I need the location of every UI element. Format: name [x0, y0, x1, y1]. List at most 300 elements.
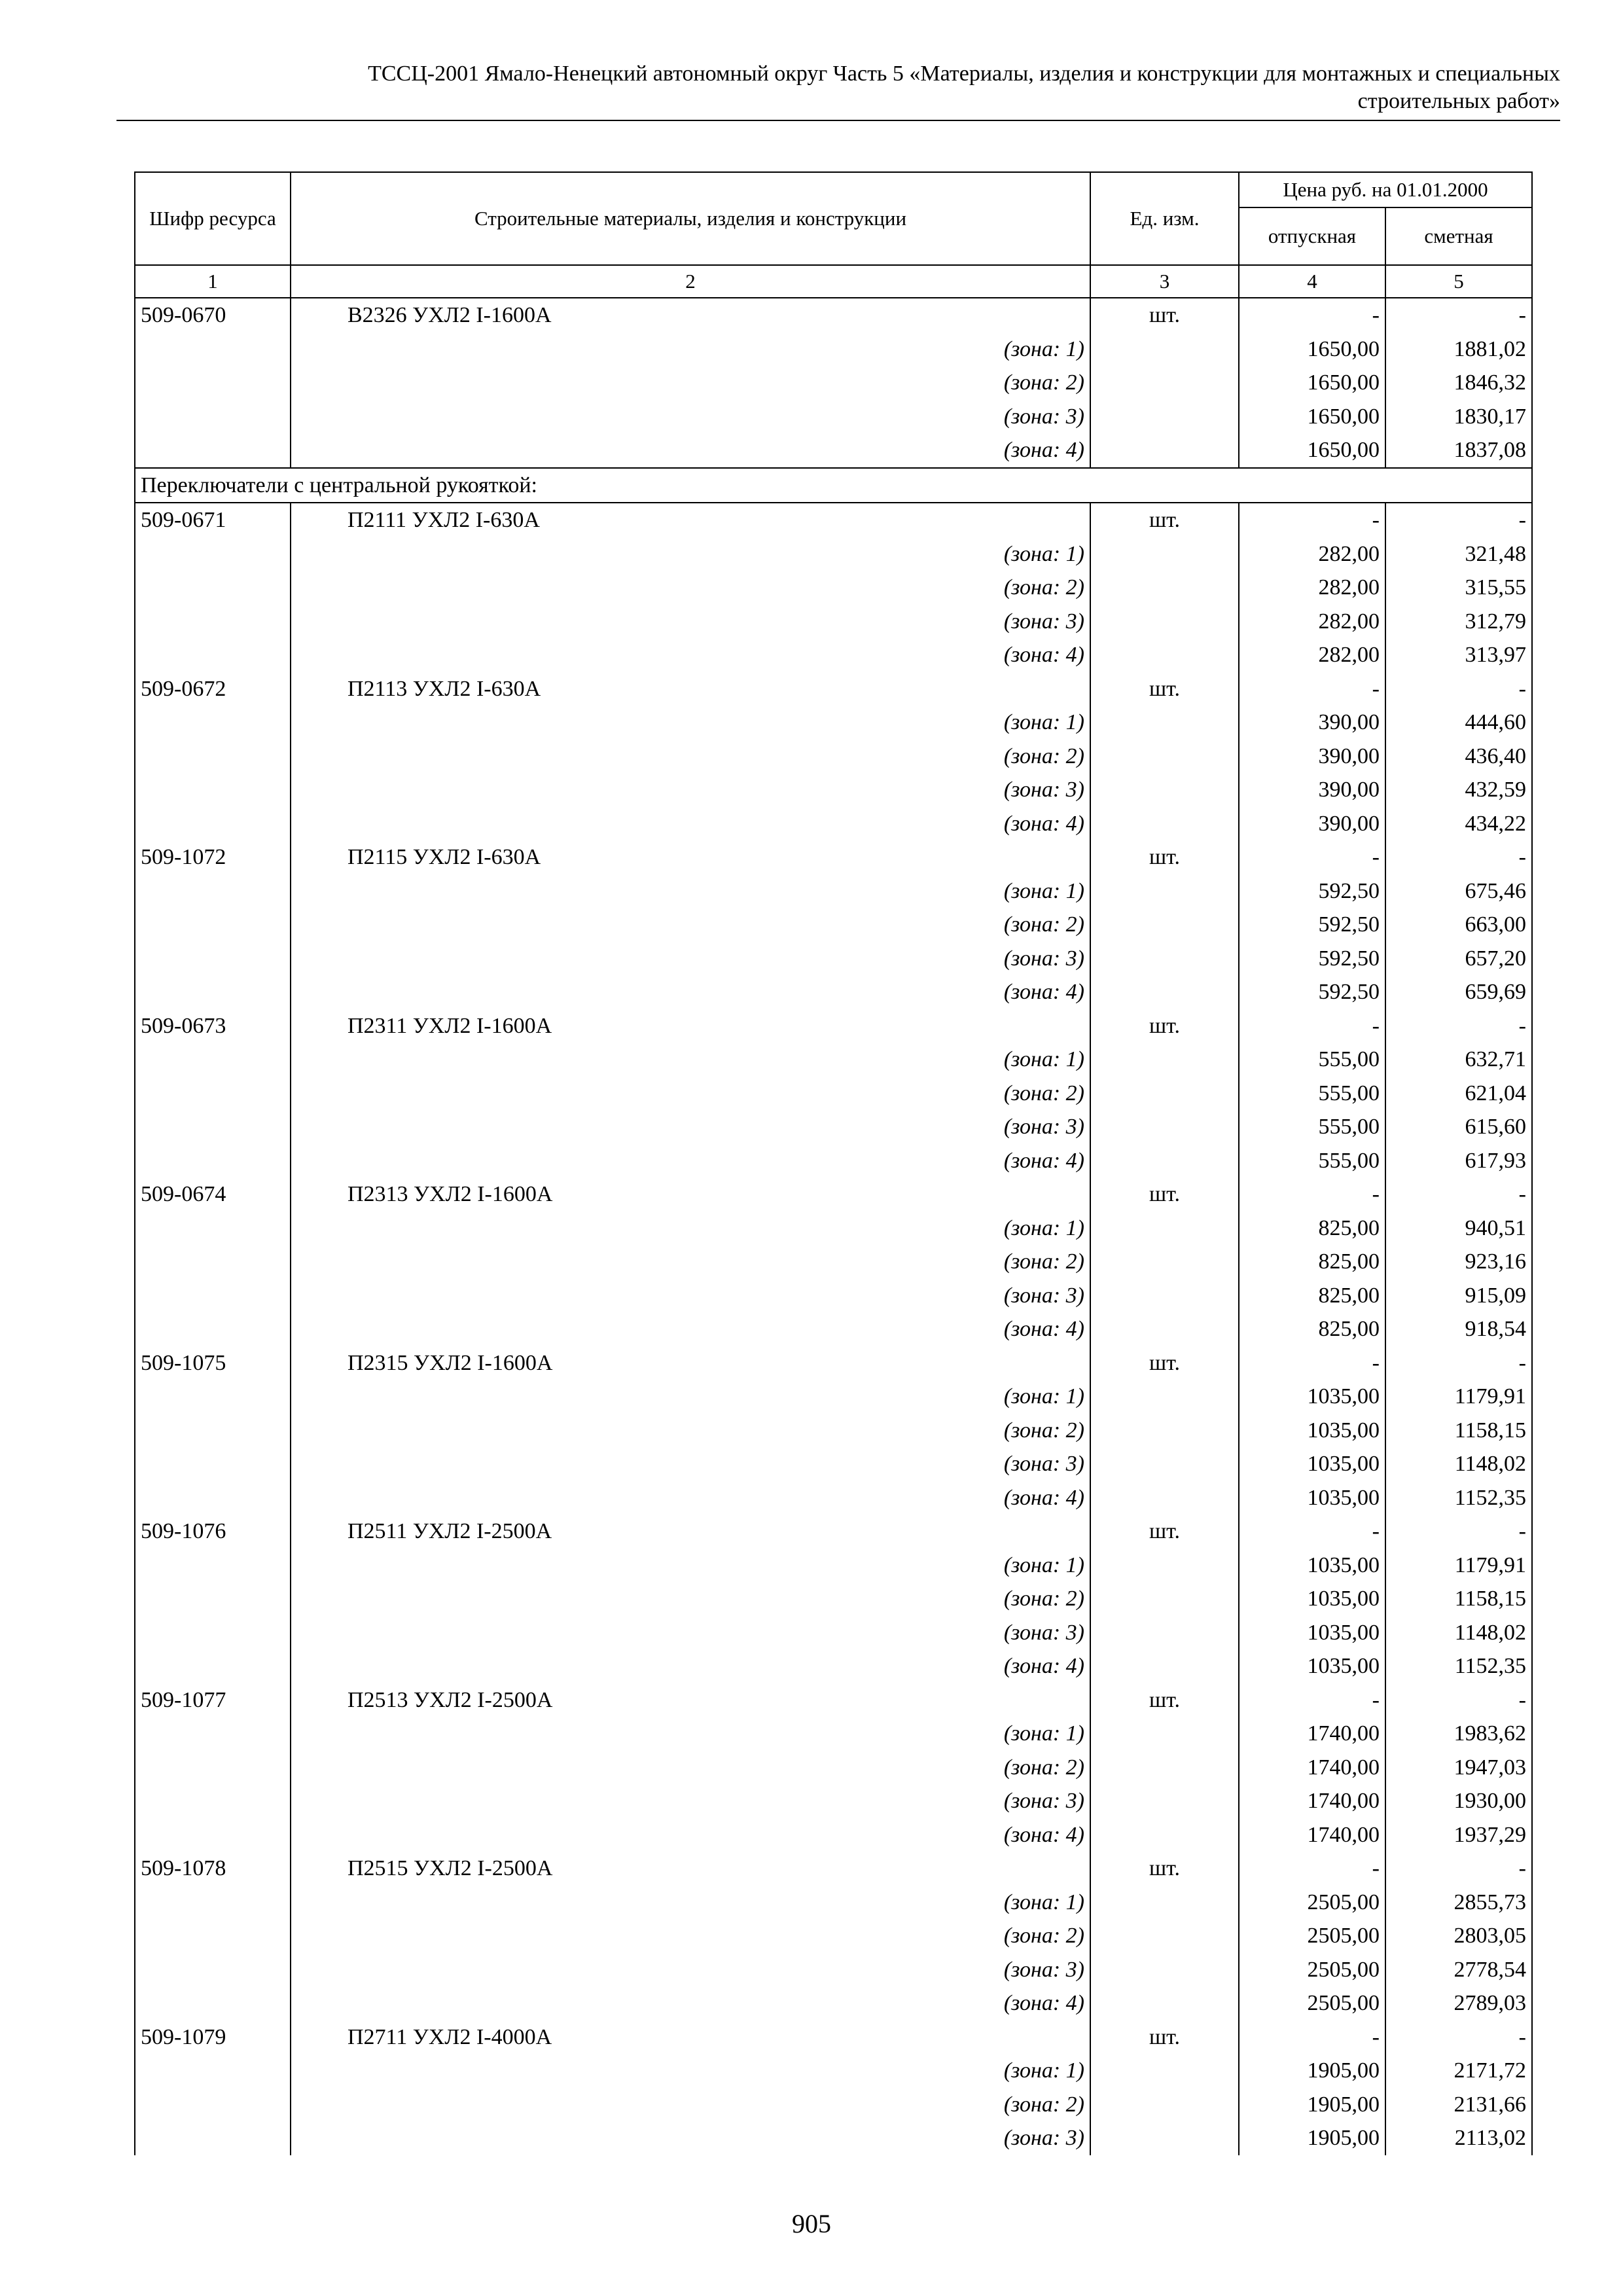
zone-label: (зона: 4) — [291, 638, 1090, 672]
empty-code-cell — [135, 807, 291, 841]
release-price: 1035,00 — [1239, 1616, 1385, 1650]
empty-code-cell — [135, 1953, 291, 1987]
empty-unit-cell — [1090, 1986, 1239, 2020]
empty-unit-cell — [1090, 1380, 1239, 1414]
empty-unit-cell — [1090, 1211, 1239, 1246]
unit: шт. — [1090, 503, 1239, 537]
empty-code-cell — [135, 605, 291, 639]
estimate-price: - — [1385, 1683, 1532, 1717]
zone-label: (зона: 3) — [291, 1616, 1090, 1650]
unit: шт. — [1090, 1515, 1239, 1549]
empty-code-cell — [135, 1886, 291, 1920]
empty-unit-cell — [1090, 638, 1239, 672]
zone-label: (зона: 1) — [291, 874, 1090, 908]
estimate-price: 436,40 — [1385, 740, 1532, 774]
price-table — [134, 171, 1533, 2155]
resource-code: 509-0670 — [135, 298, 291, 332]
estimate-price: 617,93 — [1385, 1144, 1532, 1178]
item-row — [135, 672, 1532, 706]
zone-row — [135, 571, 1532, 605]
empty-code-cell — [135, 1211, 291, 1246]
zone-label: (зона: 2) — [291, 1751, 1090, 1785]
empty-code-cell — [135, 1986, 291, 2020]
empty-code-cell — [135, 366, 291, 400]
zone-label: (зона: 3) — [291, 2121, 1090, 2155]
zone-label: (зона: 4) — [291, 1312, 1090, 1346]
release-price: 282,00 — [1239, 638, 1385, 672]
zone-row — [135, 1414, 1532, 1448]
estimate-price: 315,55 — [1385, 571, 1532, 605]
material-name-cell — [291, 840, 1090, 874]
empty-unit-cell — [1090, 1279, 1239, 1313]
empty-unit-cell — [1090, 571, 1239, 605]
zone-label: (зона: 4) — [291, 975, 1090, 1009]
empty-unit-cell — [1090, 1953, 1239, 1987]
estimate-price: 1152,35 — [1385, 1649, 1532, 1683]
zone-row — [135, 1211, 1532, 1246]
estimate-price: 312,79 — [1385, 605, 1532, 639]
zone-label: (зона: 1) — [291, 537, 1090, 571]
zone-row — [135, 1751, 1532, 1785]
release-price: 825,00 — [1239, 1245, 1385, 1279]
zone-label: (зона: 3) — [291, 773, 1090, 807]
estimate-price: 918,54 — [1385, 1312, 1532, 1346]
unit: шт. — [1090, 1683, 1239, 1717]
estimate-price: - — [1385, 840, 1532, 874]
material-name: П2111 УХЛ2 I-630А — [348, 508, 540, 532]
estimate-price: 2171,72 — [1385, 2054, 1532, 2088]
header-line-1: ТССЦ-2001 Ямало-Ненецкий автономный округ Часть 5 «Материалы, изделия и конструкции для монтажных и специальных — [368, 62, 1560, 86]
release-price: 1035,00 — [1239, 1414, 1385, 1448]
release-price: 1650,00 — [1239, 332, 1385, 367]
release-price: 390,00 — [1239, 773, 1385, 807]
resource-code: 509-0673 — [135, 1009, 291, 1043]
estimate-price: - — [1385, 2020, 1532, 2054]
empty-unit-cell — [1090, 1919, 1239, 1953]
unit: шт. — [1090, 298, 1239, 332]
material-name: П2511 УХЛ2 I-2500А — [348, 1519, 552, 1543]
zone-row — [135, 1279, 1532, 1313]
zone-label: (зона: 4) — [291, 1481, 1090, 1515]
zone-row — [135, 2054, 1532, 2088]
empty-code-cell — [135, 638, 291, 672]
zone-row — [135, 1245, 1532, 1279]
empty-unit-cell — [1090, 1414, 1239, 1448]
material-name-cell — [291, 672, 1090, 706]
estimate-price: 657,20 — [1385, 942, 1532, 976]
release-price: 1905,00 — [1239, 2121, 1385, 2155]
col-header-unit: Ед. изм. — [1090, 172, 1239, 265]
zone-row — [135, 1481, 1532, 1515]
item-row — [135, 1346, 1532, 1380]
empty-unit-cell — [1090, 1077, 1239, 1111]
zone-row — [135, 366, 1532, 400]
estimate-price: 1179,91 — [1385, 1549, 1532, 1583]
estimate-price: 2778,54 — [1385, 1953, 1532, 1987]
estimate-price: 321,48 — [1385, 537, 1532, 571]
empty-unit-cell — [1090, 1649, 1239, 1683]
zone-label: (зона: 1) — [291, 706, 1090, 740]
material-name: П2313 УХЛ2 I-1600А — [348, 1182, 553, 1206]
empty-unit-cell — [1090, 942, 1239, 976]
empty-code-cell — [135, 1919, 291, 1953]
empty-code-cell — [135, 740, 291, 774]
estimate-price: 1152,35 — [1385, 1481, 1532, 1515]
release-price: 2505,00 — [1239, 1986, 1385, 2020]
empty-code-cell — [135, 942, 291, 976]
zone-row — [135, 1582, 1532, 1616]
empty-unit-cell — [1090, 605, 1239, 639]
empty-unit-cell — [1090, 1549, 1239, 1583]
release-price: - — [1239, 1346, 1385, 1380]
section-title: Переключатели с центральной рукояткой: — [135, 468, 1532, 503]
zone-row — [135, 1986, 1532, 2020]
estimate-price: 2789,03 — [1385, 1986, 1532, 2020]
empty-unit-cell — [1090, 1751, 1239, 1785]
estimate-price: - — [1385, 298, 1532, 332]
zone-row — [135, 807, 1532, 841]
release-price: - — [1239, 1009, 1385, 1043]
empty-code-cell — [135, 1649, 291, 1683]
item-row — [135, 503, 1532, 537]
empty-code-cell — [135, 1784, 291, 1818]
empty-code-cell — [135, 1481, 291, 1515]
estimate-price: - — [1385, 1852, 1532, 1886]
resource-code: 509-0672 — [135, 672, 291, 706]
item-row — [135, 1683, 1532, 1717]
release-price: 1035,00 — [1239, 1649, 1385, 1683]
empty-unit-cell — [1090, 400, 1239, 434]
empty-code-cell — [135, 571, 291, 605]
release-price: 2505,00 — [1239, 1886, 1385, 1920]
zone-label: (зона: 1) — [291, 332, 1090, 367]
estimate-price: 2113,02 — [1385, 2121, 1532, 2155]
empty-code-cell — [135, 1077, 291, 1111]
zone-label: (зона: 3) — [291, 1784, 1090, 1818]
material-name-cell — [291, 1683, 1090, 1717]
material-name: П2711 УХЛ2 I-4000А — [348, 2024, 552, 2049]
material-name: П2515 УХЛ2 I-2500А — [348, 1856, 553, 1880]
resource-code: 509-1079 — [135, 2020, 291, 2054]
release-price: 825,00 — [1239, 1312, 1385, 1346]
empty-code-cell — [135, 1380, 291, 1414]
zone-row — [135, 874, 1532, 908]
resource-code: 509-0674 — [135, 1177, 291, 1211]
zone-row — [135, 740, 1532, 774]
item-row — [135, 1009, 1532, 1043]
estimate-price: 313,97 — [1385, 638, 1532, 672]
zone-label: (зона: 2) — [291, 908, 1090, 942]
release-price: 825,00 — [1239, 1279, 1385, 1313]
estimate-price: - — [1385, 1177, 1532, 1211]
col-header-price-group: Цена руб. на 01.01.2000 — [1239, 172, 1532, 207]
release-price: 2505,00 — [1239, 1919, 1385, 1953]
release-price: - — [1239, 298, 1385, 332]
empty-unit-cell — [1090, 1717, 1239, 1751]
estimate-price: 434,22 — [1385, 807, 1532, 841]
empty-unit-cell — [1090, 1886, 1239, 1920]
estimate-price: - — [1385, 1346, 1532, 1380]
empty-code-cell — [135, 2054, 291, 2088]
empty-unit-cell — [1090, 366, 1239, 400]
col-header-estimate: сметная — [1385, 207, 1532, 265]
empty-code-cell — [135, 1818, 291, 1852]
empty-code-cell — [135, 1414, 291, 1448]
zone-row — [135, 1144, 1532, 1178]
resource-code: 509-1075 — [135, 1346, 291, 1380]
material-name-cell — [291, 1515, 1090, 1549]
empty-code-cell — [135, 332, 291, 367]
resource-code: 509-0671 — [135, 503, 291, 537]
estimate-price: 675,46 — [1385, 874, 1532, 908]
table-body — [135, 298, 1532, 2155]
estimate-price: 444,60 — [1385, 706, 1532, 740]
estimate-price: 1158,15 — [1385, 1582, 1532, 1616]
estimate-price: 659,69 — [1385, 975, 1532, 1009]
empty-unit-cell — [1090, 1784, 1239, 1818]
estimate-price: 1830,17 — [1385, 400, 1532, 434]
zone-label: (зона: 4) — [291, 1649, 1090, 1683]
empty-unit-cell — [1090, 706, 1239, 740]
release-price: 592,50 — [1239, 874, 1385, 908]
col-header-release: отпускная — [1239, 207, 1385, 265]
release-price: - — [1239, 1852, 1385, 1886]
zone-label: (зона: 3) — [291, 1110, 1090, 1144]
zone-label: (зона: 3) — [291, 1447, 1090, 1481]
col-number-2: 2 — [291, 265, 1090, 298]
zone-label: (зона: 2) — [291, 2088, 1090, 2122]
zone-row — [135, 1717, 1532, 1751]
zone-label: (зона: 2) — [291, 1414, 1090, 1448]
release-price: 1905,00 — [1239, 2088, 1385, 2122]
zone-row — [135, 942, 1532, 976]
zone-label: (зона: 3) — [291, 605, 1090, 639]
zone-label: (зона: 3) — [291, 400, 1090, 434]
empty-unit-cell — [1090, 1582, 1239, 1616]
empty-unit-cell — [1090, 1110, 1239, 1144]
material-name: П2311 УХЛ2 I-1600А — [348, 1013, 552, 1038]
release-price: 390,00 — [1239, 740, 1385, 774]
empty-code-cell — [135, 1582, 291, 1616]
estimate-price: 2131,66 — [1385, 2088, 1532, 2122]
empty-code-cell — [135, 1043, 291, 1077]
material-name: П2115 УХЛ2 I-630А — [348, 845, 541, 869]
col-header-name: Строительные материалы, изделия и конструкции — [291, 172, 1090, 265]
zone-label: (зона: 1) — [291, 1043, 1090, 1077]
unit: шт. — [1090, 1852, 1239, 1886]
item-row — [135, 2020, 1532, 2054]
zone-row — [135, 2121, 1532, 2155]
zone-label: (зона: 3) — [291, 1953, 1090, 1987]
empty-code-cell — [135, 2121, 291, 2155]
material-name-cell — [291, 1852, 1090, 1886]
zone-row — [135, 1447, 1532, 1481]
release-price: 1650,00 — [1239, 366, 1385, 400]
zone-label: (зона: 4) — [291, 1818, 1090, 1852]
zone-row — [135, 638, 1532, 672]
empty-unit-cell — [1090, 874, 1239, 908]
release-price: - — [1239, 840, 1385, 874]
zone-label: (зона: 1) — [291, 2054, 1090, 2088]
header-rule — [116, 120, 1560, 121]
release-price: 1035,00 — [1239, 1481, 1385, 1515]
zone-label: (зона: 2) — [291, 1919, 1090, 1953]
empty-code-cell — [135, 433, 291, 468]
empty-unit-cell — [1090, 2054, 1239, 2088]
empty-unit-cell — [1090, 1144, 1239, 1178]
zone-row — [135, 1919, 1532, 1953]
item-row — [135, 1515, 1532, 1549]
estimate-price: - — [1385, 672, 1532, 706]
empty-code-cell — [135, 706, 291, 740]
material-name: П2513 УХЛ2 I-2500А — [348, 1687, 553, 1712]
empty-code-cell — [135, 1751, 291, 1785]
zone-label: (зона: 2) — [291, 1582, 1090, 1616]
empty-code-cell — [135, 400, 291, 434]
zone-label: (зона: 4) — [291, 807, 1090, 841]
empty-code-cell — [135, 908, 291, 942]
zone-row — [135, 1953, 1532, 1987]
empty-unit-cell — [1090, 1616, 1239, 1650]
col-number-5: 5 — [1385, 265, 1532, 298]
release-price: - — [1239, 1177, 1385, 1211]
unit: шт. — [1090, 1346, 1239, 1380]
estimate-price: 432,59 — [1385, 773, 1532, 807]
item-row — [135, 298, 1532, 332]
unit: шт. — [1090, 672, 1239, 706]
zone-label: (зона: 3) — [291, 942, 1090, 976]
release-price: 1650,00 — [1239, 433, 1385, 468]
estimate-price: 1837,08 — [1385, 433, 1532, 468]
release-price: 555,00 — [1239, 1077, 1385, 1111]
release-price: - — [1239, 672, 1385, 706]
zone-row — [135, 1110, 1532, 1144]
zone-label: (зона: 1) — [291, 1549, 1090, 1583]
zone-row — [135, 1784, 1532, 1818]
estimate-price: 940,51 — [1385, 1211, 1532, 1246]
zone-row — [135, 773, 1532, 807]
empty-unit-cell — [1090, 433, 1239, 468]
unit: шт. — [1090, 1177, 1239, 1211]
estimate-price: 1937,29 — [1385, 1818, 1532, 1852]
item-row — [135, 1177, 1532, 1211]
estimate-price: - — [1385, 503, 1532, 537]
release-price: 1740,00 — [1239, 1717, 1385, 1751]
zone-row — [135, 1818, 1532, 1852]
zone-row — [135, 1649, 1532, 1683]
zone-row — [135, 1312, 1532, 1346]
col-number-3: 3 — [1090, 265, 1239, 298]
release-price: 282,00 — [1239, 605, 1385, 639]
item-row — [135, 1852, 1532, 1886]
estimate-price: 1983,62 — [1385, 1717, 1532, 1751]
release-price: 1035,00 — [1239, 1380, 1385, 1414]
release-price: 1740,00 — [1239, 1751, 1385, 1785]
zone-row — [135, 332, 1532, 367]
empty-code-cell — [135, 1144, 291, 1178]
resource-code: 509-1076 — [135, 1515, 291, 1549]
estimate-price: 2855,73 — [1385, 1886, 1532, 1920]
zone-row — [135, 537, 1532, 571]
material-name-cell — [291, 1009, 1090, 1043]
empty-code-cell — [135, 1447, 291, 1481]
zone-label: (зона: 1) — [291, 1380, 1090, 1414]
release-price: 1740,00 — [1239, 1818, 1385, 1852]
empty-unit-cell — [1090, 2088, 1239, 2122]
zone-label: (зона: 3) — [291, 1279, 1090, 1313]
estimate-price: 1158,15 — [1385, 1414, 1532, 1448]
estimate-price: 1881,02 — [1385, 332, 1532, 367]
release-price: 592,50 — [1239, 942, 1385, 976]
zone-label: (зона: 2) — [291, 571, 1090, 605]
release-price: - — [1239, 1515, 1385, 1549]
empty-unit-cell — [1090, 537, 1239, 571]
zone-row — [135, 975, 1532, 1009]
empty-unit-cell — [1090, 908, 1239, 942]
unit: шт. — [1090, 1009, 1239, 1043]
zone-row — [135, 1077, 1532, 1111]
section-header-row — [135, 468, 1532, 503]
release-price: 1905,00 — [1239, 2054, 1385, 2088]
zone-row — [135, 706, 1532, 740]
empty-unit-cell — [1090, 1312, 1239, 1346]
release-price: 390,00 — [1239, 807, 1385, 841]
release-price: 592,50 — [1239, 908, 1385, 942]
col-header-code: Шифр ресурса — [135, 172, 291, 265]
material-name-cell — [291, 1346, 1090, 1380]
release-price: 2505,00 — [1239, 1953, 1385, 1987]
estimate-price: 621,04 — [1385, 1077, 1532, 1111]
zone-label: (зона: 2) — [291, 366, 1090, 400]
empty-unit-cell — [1090, 807, 1239, 841]
release-price: - — [1239, 2020, 1385, 2054]
empty-code-cell — [135, 1549, 291, 1583]
material-name-cell — [291, 503, 1090, 537]
estimate-price: 2803,05 — [1385, 1919, 1532, 1953]
zone-row — [135, 433, 1532, 468]
empty-unit-cell — [1090, 1481, 1239, 1515]
header-line-2: строительных работ» — [1357, 89, 1560, 113]
col-number-1: 1 — [135, 265, 291, 298]
empty-code-cell — [135, 2088, 291, 2122]
estimate-price: 915,09 — [1385, 1279, 1532, 1313]
zone-label: (зона: 1) — [291, 1886, 1090, 1920]
release-price: 1035,00 — [1239, 1549, 1385, 1583]
empty-unit-cell — [1090, 740, 1239, 774]
zone-row — [135, 2088, 1532, 2122]
empty-unit-cell — [1090, 773, 1239, 807]
estimate-price: 663,00 — [1385, 908, 1532, 942]
release-price: 282,00 — [1239, 537, 1385, 571]
empty-code-cell — [135, 1616, 291, 1650]
empty-unit-cell — [1090, 975, 1239, 1009]
unit: шт. — [1090, 840, 1239, 874]
estimate-price: 1148,02 — [1385, 1616, 1532, 1650]
empty-code-cell — [135, 1110, 291, 1144]
empty-unit-cell — [1090, 1447, 1239, 1481]
empty-unit-cell — [1090, 1043, 1239, 1077]
zone-row — [135, 1886, 1532, 1920]
zone-label: (зона: 2) — [291, 1077, 1090, 1111]
release-price: 825,00 — [1239, 1211, 1385, 1246]
empty-code-cell — [135, 1312, 291, 1346]
estimate-price: 1947,03 — [1385, 1751, 1532, 1785]
material-name-cell — [291, 1177, 1090, 1211]
material-name-cell — [291, 298, 1090, 332]
estimate-price: 923,16 — [1385, 1245, 1532, 1279]
page-number: 905 — [792, 2209, 831, 2238]
release-price: 1740,00 — [1239, 1784, 1385, 1818]
